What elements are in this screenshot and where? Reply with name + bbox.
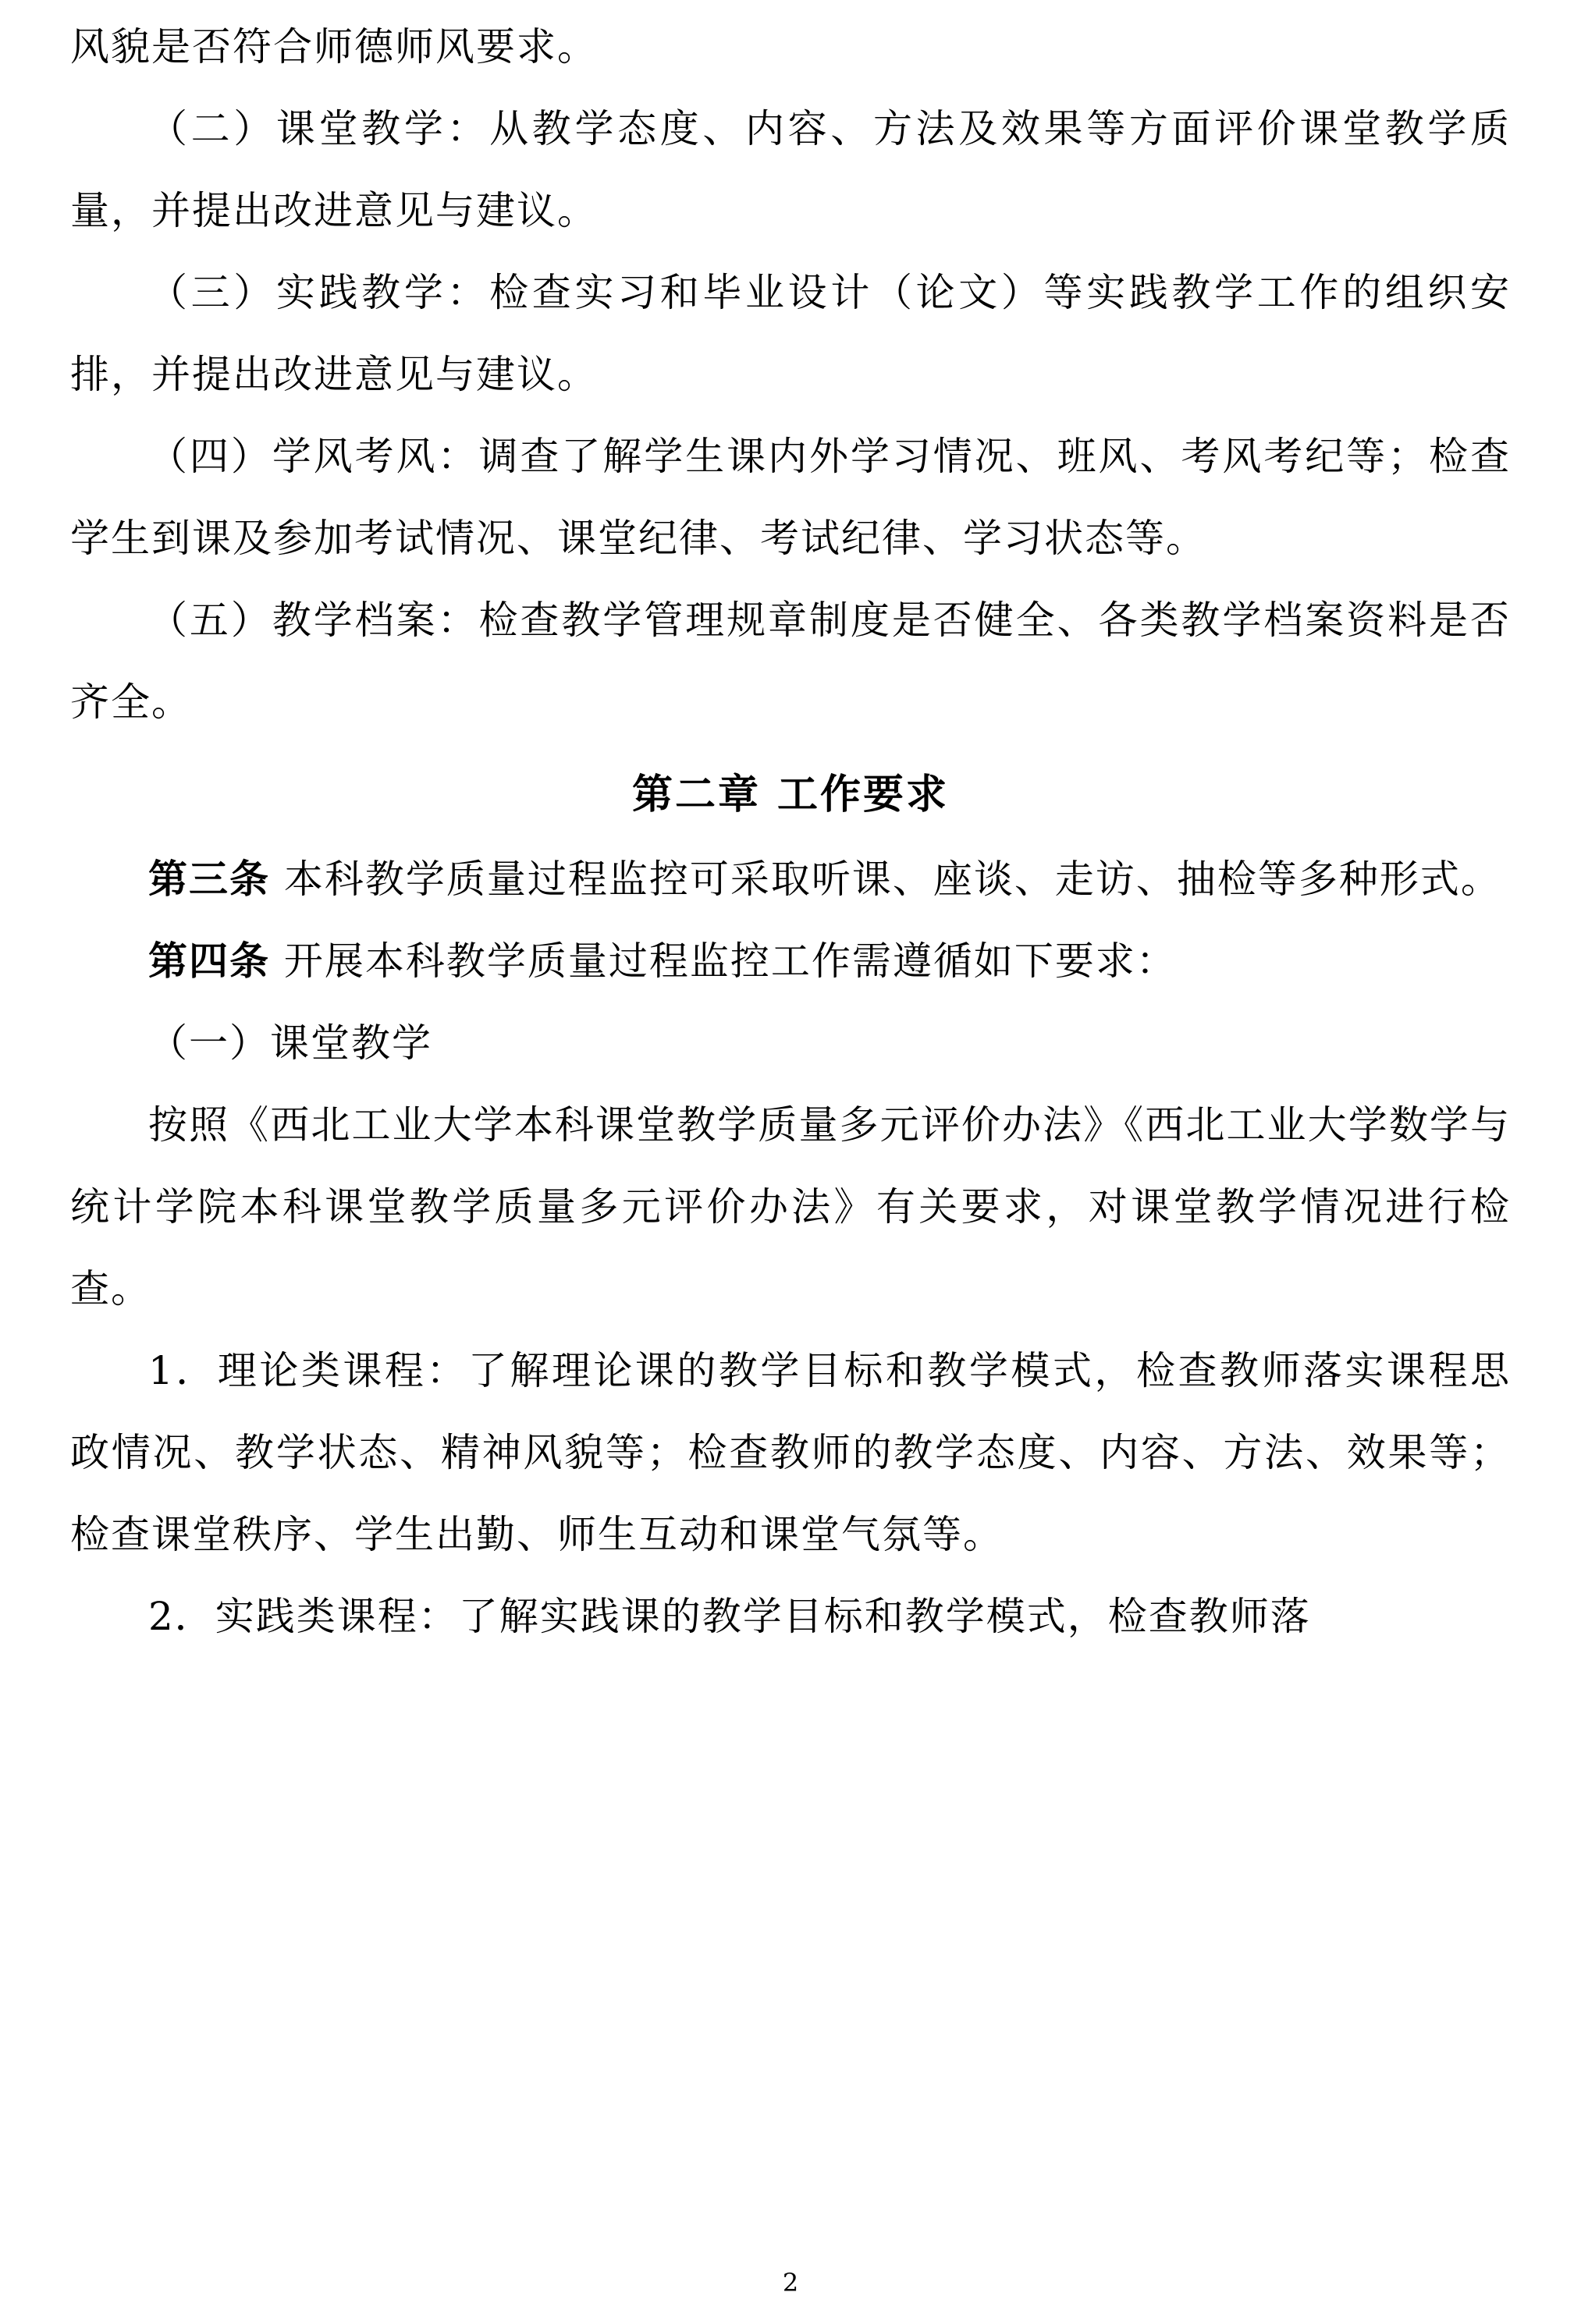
paragraph-continued: 风貌是否符合师德师风要求。 — [70, 24, 598, 69]
paragraph-numbered-1: 1．理论类课程：了解理论课的教学目标和教学模式，检查教师落实课程思政情况、教学状态、精神风貌等；检查教师的教学态度、内容、方法、效果等；检查课堂秩序、学生出勤、师生互动和课堂气氛等。 — [70, 1348, 1511, 1557]
paragraph-item-4: （四）学风考风：调查了解学生课内外学习情况、班风、考风考纪等；检查学生到课及参加考试情况、课堂纪律、考试纪律、学习状态等。 — [70, 434, 1511, 561]
article-4-lead: 第四条 — [148, 938, 270, 984]
paragraph-item-2: （二）课堂教学：从教学态度、内容、方法及效果等方面评价课堂教学质量，并提出改进意见与建议。 — [70, 106, 1511, 233]
paragraph-item-5: （五）教学档案：检查教学管理规章制度是否健全、各类教学档案资料是否齐全。 — [70, 598, 1511, 725]
article-3 — [70, 839, 1511, 921]
document-body — [70, 0, 1511, 1658]
article-3-text: 本科教学质量过程监控可采取听课、座谈、走访、抽检等多种形式。 — [283, 857, 1501, 902]
paragraph-numbered-2: 2．实践类课程：了解实践课的教学目标和教学模式，检查教师落 — [148, 1594, 1311, 1639]
article-3-lead: 第三条 — [148, 857, 270, 902]
article-4 — [70, 921, 1511, 1002]
paragraph-item-3: （三）实践教学：检查实习和毕业设计（论文）等实践教学工作的组织安排，并提出改进意见与建议。 — [70, 270, 1511, 397]
page-number: 2 — [782, 2268, 799, 2297]
article-4-text: 开展本科教学质量过程监控工作需遵循如下要求： — [283, 938, 1177, 984]
paragraph-sub-item-1-body: 按照《西北工业大学本科课堂教学质量多元评价办法》《西北工业大学数学与统计学院本科课堂教学质量多元评价办法》有关要求，对课堂教学情况进行检查。 — [70, 1102, 1511, 1311]
paragraph-sub-item-1: （一）课堂教学 — [148, 1020, 432, 1066]
chapter-heading-2: 第二章 工作要求 — [631, 772, 950, 818]
